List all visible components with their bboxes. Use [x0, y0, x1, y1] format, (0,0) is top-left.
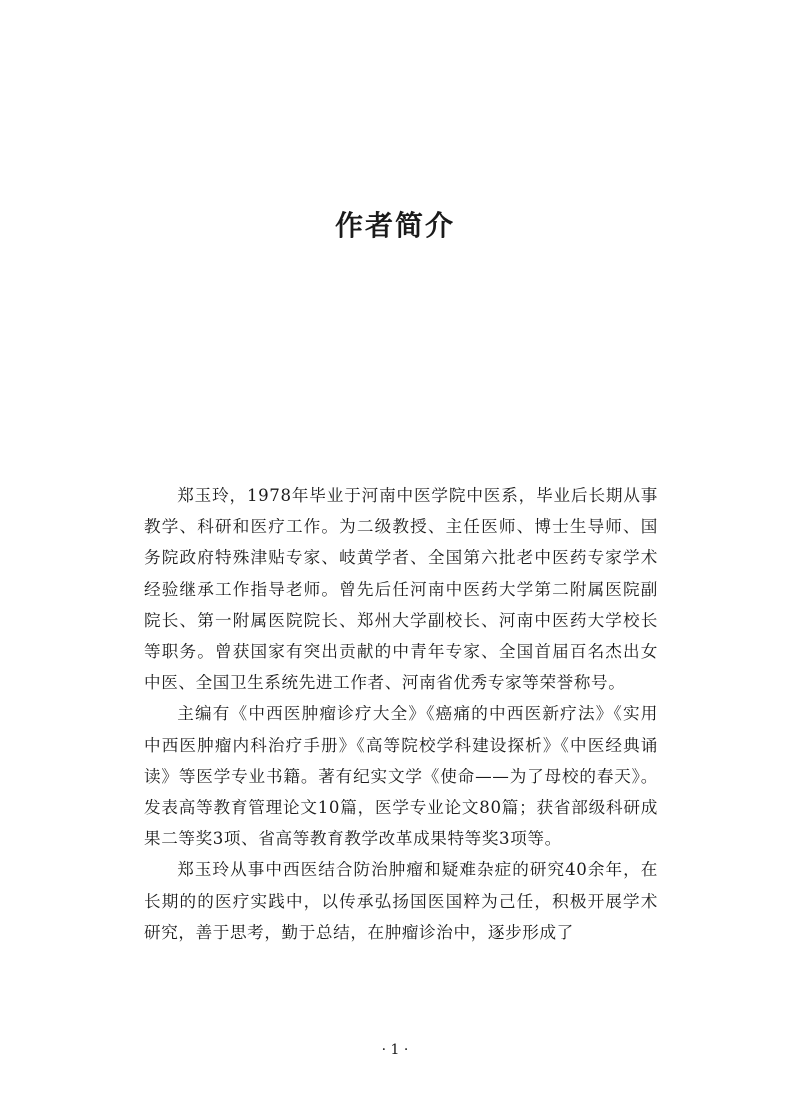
- page-number: · 1 ·: [381, 1042, 409, 1058]
- bio-paragraph-2: 主编有《中西医肿瘤诊疗大全》《癌痛的中西医新疗法》《实用中西医肿瘤内科治疗手册》《高等院校学科建设探析》《中医经典诵读》等医学专业书籍。著有纪实文学《使命——为了母校的春天》。发表高等教育管理论文10篇，医学专业论文80篇；获省部级科研成果二等奖3项、省高等教育教学改革成果特等奖3项等。: [144, 704, 658, 849]
- author-bio-body: [144, 480, 658, 948]
- bio-paragraph-3: 郑玉玲从事中西医结合防治肿瘤和疑难杂症的研究40余年，在长期的的医疗实践中，以传承弘扬国医国粹为己任，积极开展学术研究，善于思考，勤于总结，在肿瘤诊治中，逐步形成了: [144, 860, 658, 942]
- bio-paragraph-1: 郑玉玲，1978年毕业于河南中医学院中医系，毕业后长期从事教学、科研和医疗工作。为二级教授、主任医师、博士生导师、国务院政府特殊津贴专家、岐黄学者、全国第六批老中医药专家学术经验继承工作指导老师。曾先后任河南中医药大学第二附属医院副院长、第一附属医院院长、郑州大学副校长、河南中医药大学校长等职务。曾获国家有突出贡献的中青年专家、全国首届百名杰出女中医、全国卫生系统先进工作者、河南省优秀专家等荣誉称号。: [144, 486, 658, 693]
- page-title: 作者简介: [334, 209, 455, 242]
